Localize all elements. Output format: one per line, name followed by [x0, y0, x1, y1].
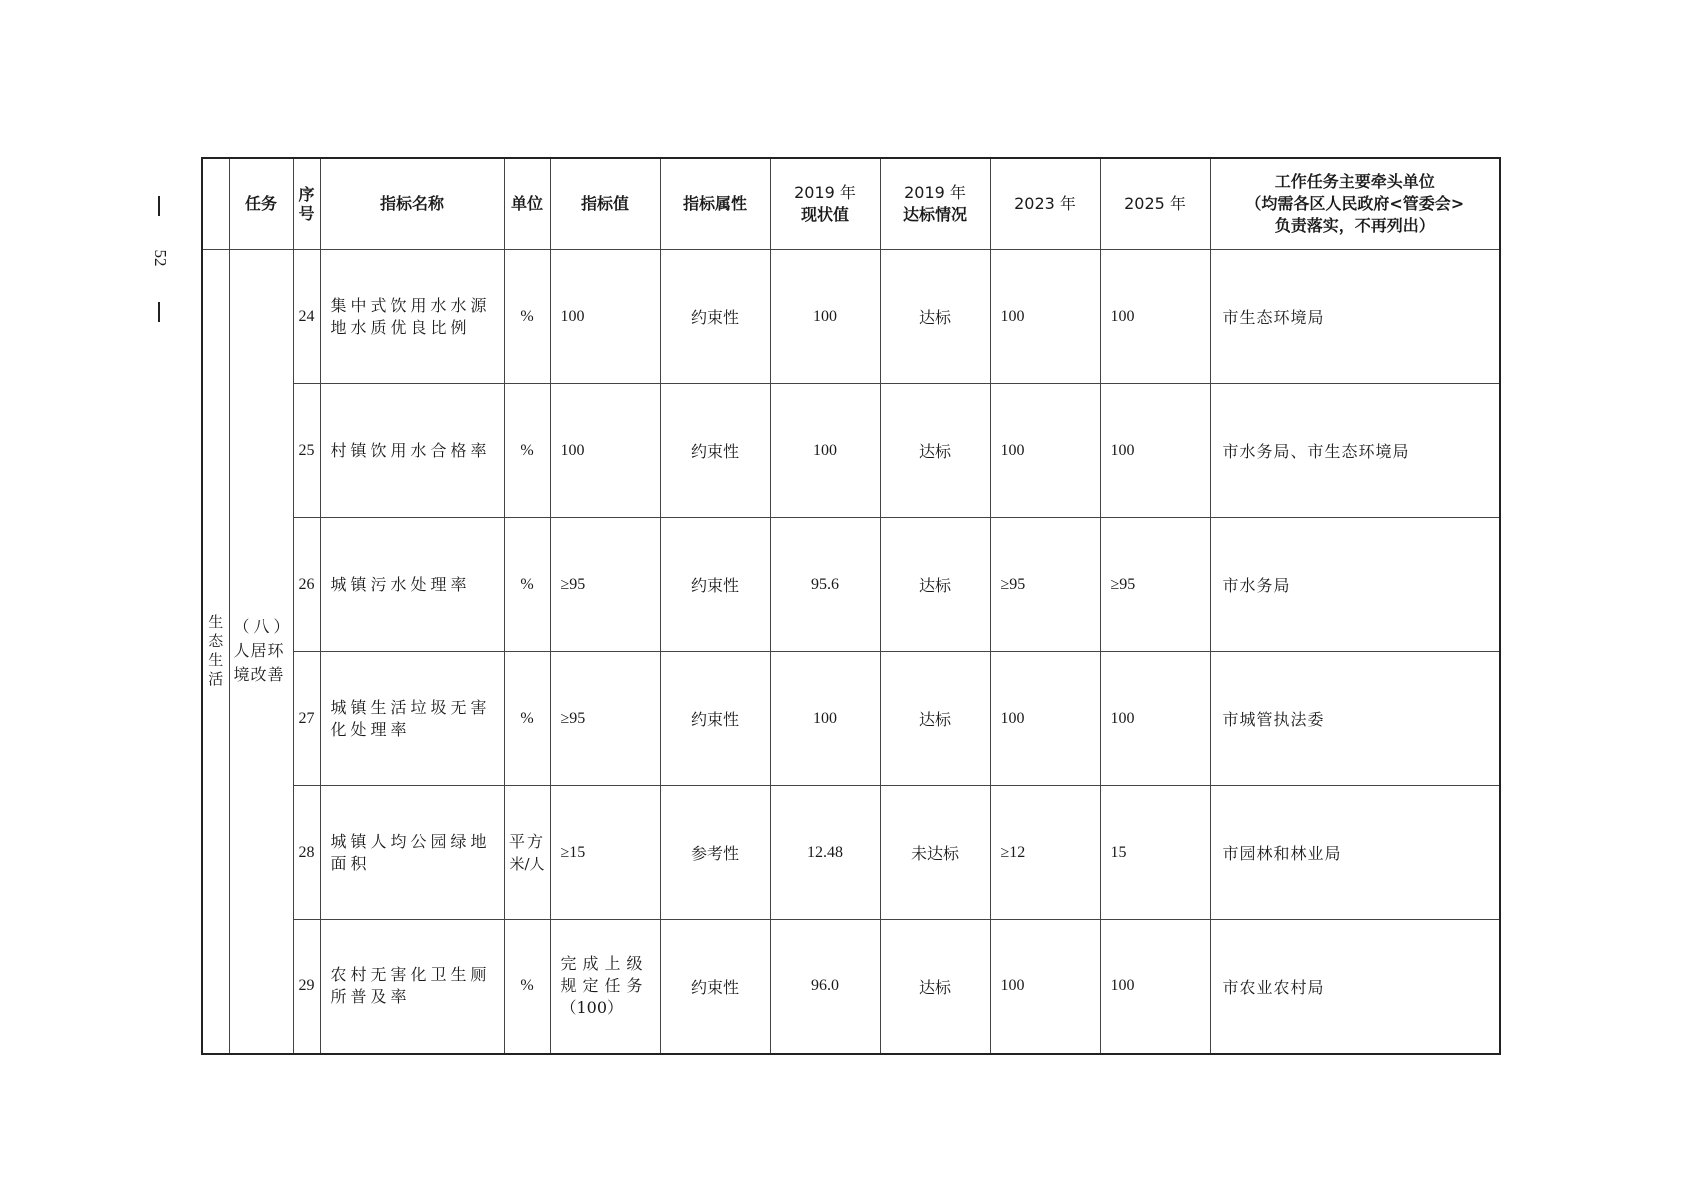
row-seq: 27	[293, 652, 320, 786]
header-task: 任务	[229, 158, 293, 250]
table-row	[202, 786, 1500, 920]
row-2025: 15	[1100, 786, 1210, 920]
row-target: 100	[550, 384, 660, 518]
row-target: 100	[550, 250, 660, 384]
row-target: 完成上级 规定任务 （100）	[550, 920, 660, 1054]
row-target: ≥15	[550, 786, 660, 920]
page-number-dash	[158, 302, 160, 322]
row-seq: 25	[293, 384, 320, 518]
row-2019-meet: 达标	[880, 920, 990, 1054]
row-name: 村镇饮用水合格率	[320, 384, 504, 518]
row-lead: 市城管执法委	[1210, 652, 1500, 786]
table-row	[202, 384, 1500, 518]
task-cell: （八） 人居环 境改善	[229, 250, 293, 1054]
row-name: 城镇生活垃圾无害 化处理率	[320, 652, 504, 786]
row-2019-status: 100	[770, 384, 880, 518]
header-lead: 工作任务主要牵头单位 （均需各区人民政府<管委会> 负责落实，不再列出）	[1210, 158, 1500, 250]
row-unit: %	[504, 652, 550, 786]
row-2023: 100	[990, 920, 1100, 1054]
row-seq: 28	[293, 786, 320, 920]
row-attr: 约束性	[660, 920, 770, 1054]
row-2023: 100	[990, 250, 1100, 384]
row-lead: 市水务局、市生态环境局	[1210, 384, 1500, 518]
row-2019-meet: 达标	[880, 250, 990, 384]
header-name: 指标名称	[320, 158, 504, 250]
row-name: 城镇人均公园绿地 面积	[320, 786, 504, 920]
row-attr: 约束性	[660, 518, 770, 652]
row-unit: %	[504, 518, 550, 652]
page-number-dash	[158, 196, 160, 216]
row-name: 集中式饮用水水源 地水质优良比例	[320, 250, 504, 384]
header-seq: 序号	[293, 158, 320, 250]
table-row	[202, 250, 1500, 384]
row-seq: 29	[293, 920, 320, 1054]
header-target: 指标值	[550, 158, 660, 250]
row-2023: 100	[990, 384, 1100, 518]
row-2019-status: 96.0	[770, 920, 880, 1054]
row-unit: %	[504, 384, 550, 518]
row-2025: ≥95	[1100, 518, 1210, 652]
row-lead: 市园林和林业局	[1210, 786, 1500, 920]
row-2019-status: 100	[770, 652, 880, 786]
header-2025: 2025 年	[1100, 158, 1210, 250]
row-target: ≥95	[550, 652, 660, 786]
row-seq: 26	[293, 518, 320, 652]
row-lead: 市生态环境局	[1210, 250, 1500, 384]
row-2019-meet: 达标	[880, 518, 990, 652]
row-2019-status: 95.6	[770, 518, 880, 652]
row-name: 农村无害化卫生厕 所普及率	[320, 920, 504, 1054]
row-2025: 100	[1100, 384, 1210, 518]
row-name: 城镇污水处理率	[320, 518, 504, 652]
table-header-row	[202, 158, 1500, 250]
row-lead: 市水务局	[1210, 518, 1500, 652]
row-2023: 100	[990, 652, 1100, 786]
category-cell: 生态生活	[202, 250, 229, 1054]
page-number-text: 52	[151, 249, 170, 267]
row-2019-status: 12.48	[770, 786, 880, 920]
header-2019-meet: 2019 年 达标情况	[880, 158, 990, 250]
row-2025: 100	[1100, 250, 1210, 384]
row-seq: 24	[293, 250, 320, 384]
header-category	[202, 158, 229, 250]
row-2023: ≥95	[990, 518, 1100, 652]
row-unit: %	[504, 920, 550, 1054]
table-row	[202, 920, 1500, 1054]
row-2025: 100	[1100, 920, 1210, 1054]
header-2019-status: 2019 年 现状值	[770, 158, 880, 250]
row-lead: 市农业农村局	[1210, 920, 1500, 1054]
page-number	[142, 196, 178, 326]
row-2019-meet: 达标	[880, 384, 990, 518]
row-2019-meet: 未达标	[880, 786, 990, 920]
row-2019-status: 100	[770, 250, 880, 384]
row-unit: 平方 米/人	[504, 786, 550, 920]
row-attr: 约束性	[660, 652, 770, 786]
row-unit: %	[504, 250, 550, 384]
row-attr: 约束性	[660, 384, 770, 518]
header-2023: 2023 年	[990, 158, 1100, 250]
table-row	[202, 518, 1500, 652]
row-2023: ≥12	[990, 786, 1100, 920]
row-target: ≥95	[550, 518, 660, 652]
header-attr: 指标属性	[660, 158, 770, 250]
row-2025: 100	[1100, 652, 1210, 786]
table-row	[202, 652, 1500, 786]
header-unit: 单位	[504, 158, 550, 250]
indicator-table	[201, 157, 1501, 1055]
row-attr: 约束性	[660, 250, 770, 384]
row-2019-meet: 达标	[880, 652, 990, 786]
row-attr: 参考性	[660, 786, 770, 920]
